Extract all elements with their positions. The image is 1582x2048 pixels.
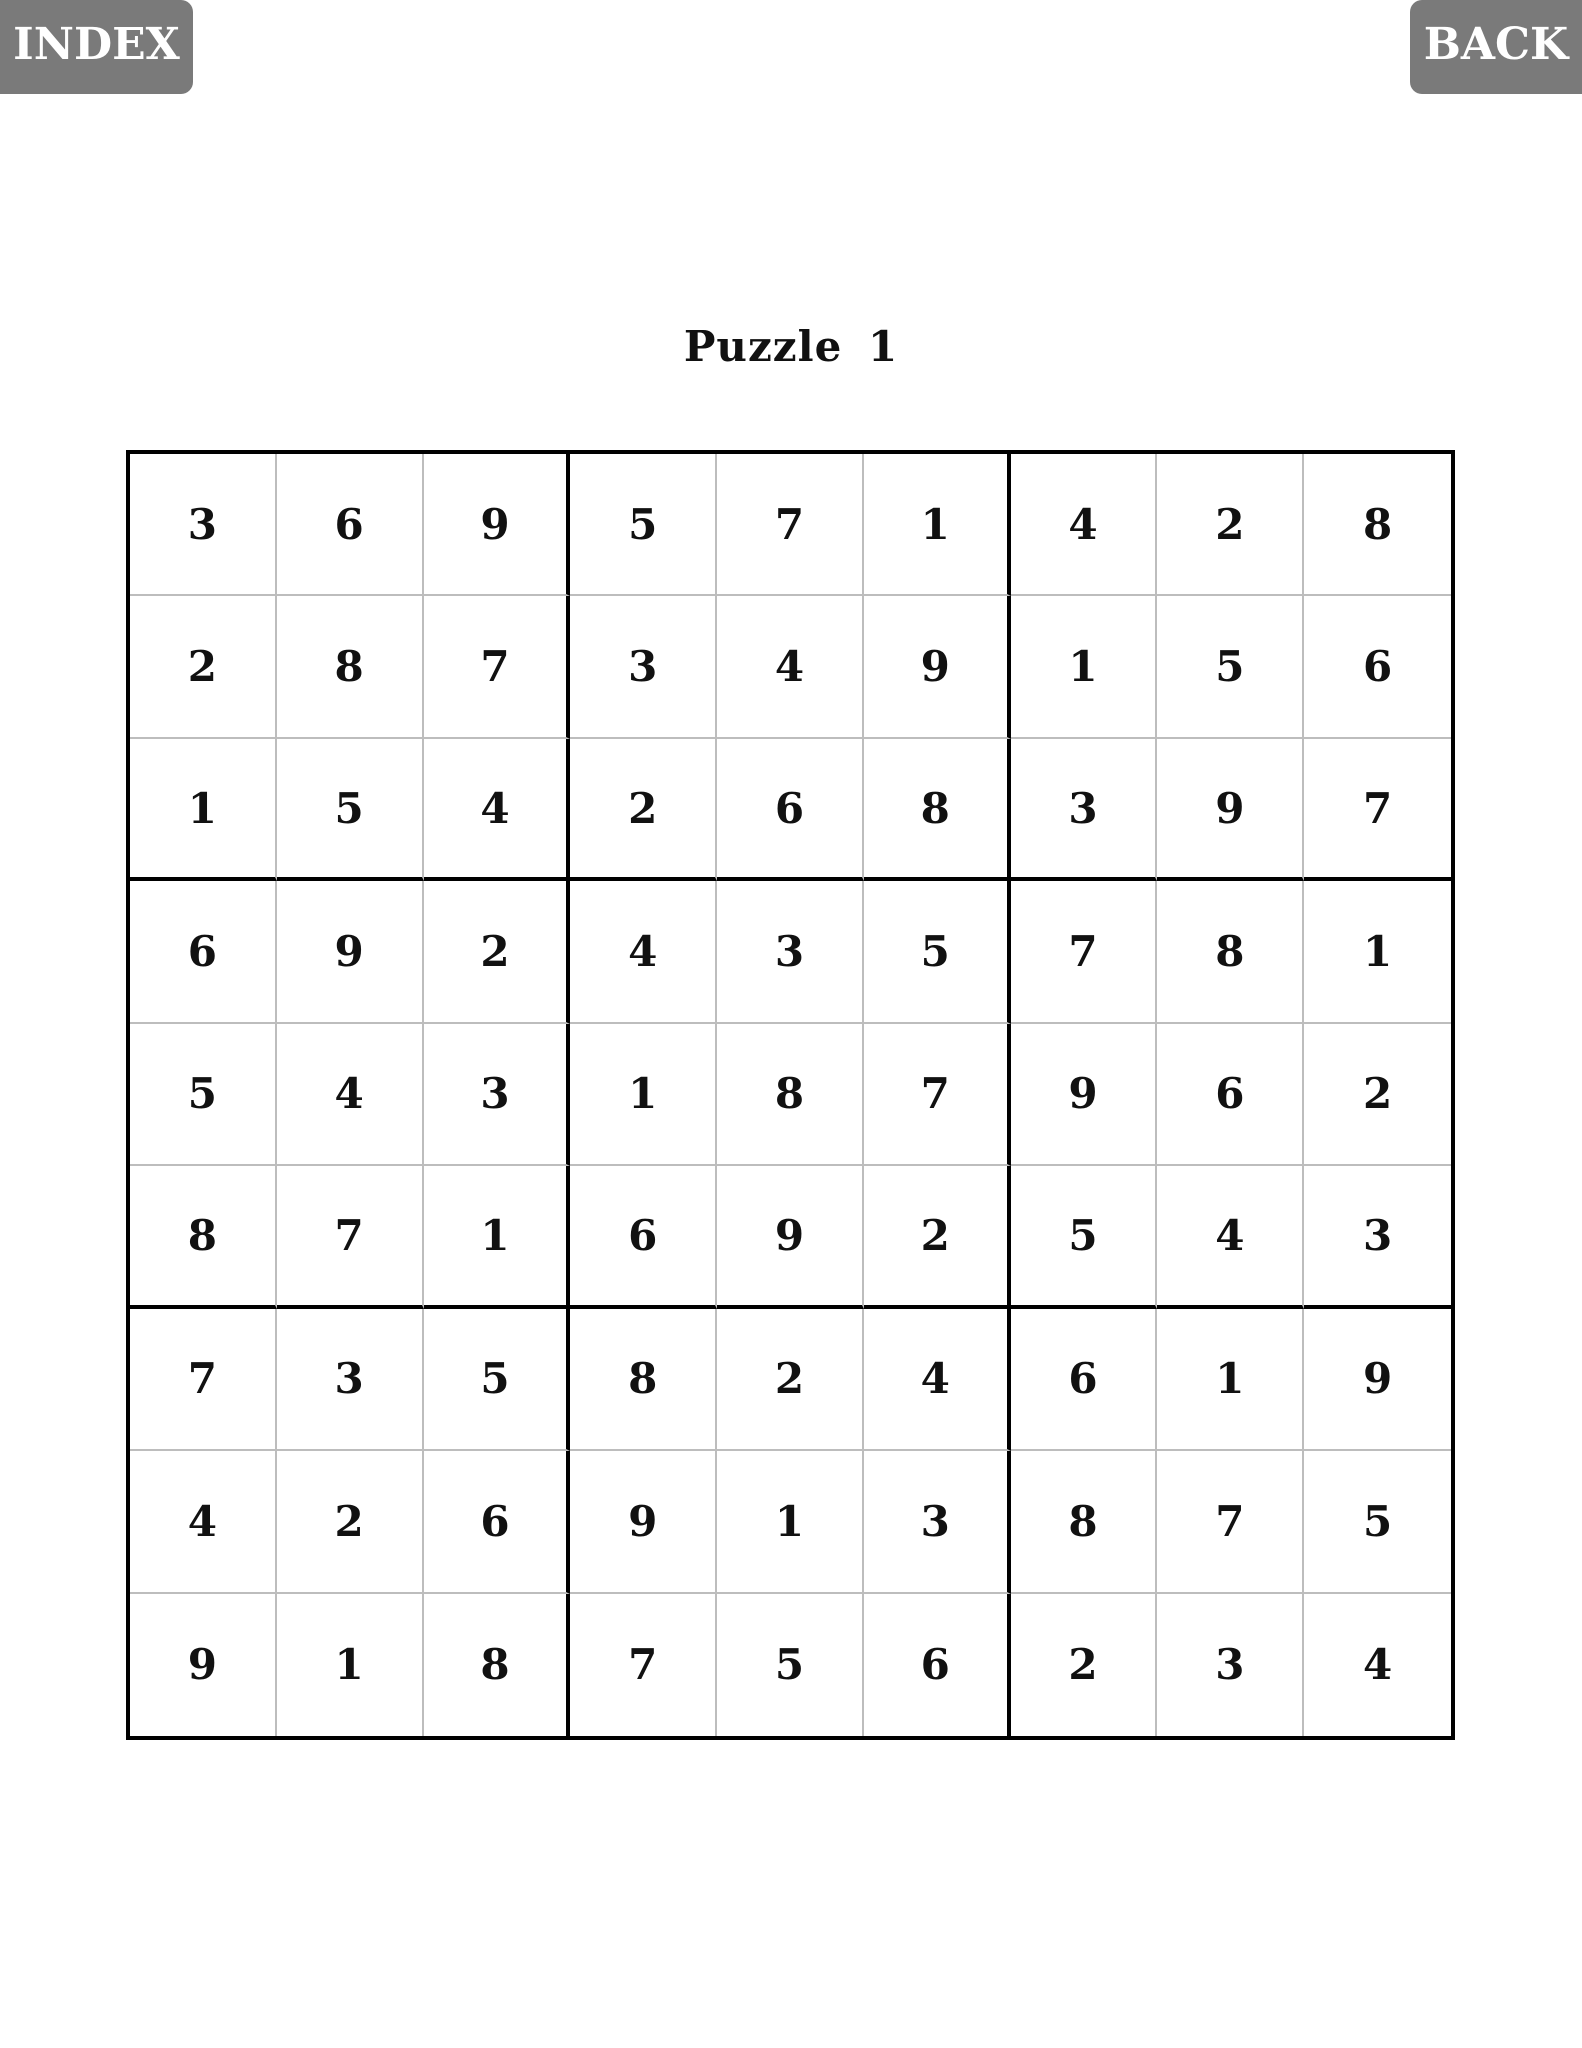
sudoku-cell[interactable]: 8 xyxy=(864,739,1011,881)
sudoku-cell[interactable]: 2 xyxy=(1157,454,1304,596)
sudoku-cell[interactable]: 3 xyxy=(1304,1166,1451,1308)
sudoku-cell[interactable]: 7 xyxy=(130,1309,277,1451)
sudoku-cell[interactable]: 6 xyxy=(1304,596,1451,738)
back-button[interactable]: BACK xyxy=(1410,0,1582,94)
sudoku-cell[interactable]: 9 xyxy=(717,1166,864,1308)
index-button[interactable]: INDEX xyxy=(0,0,193,94)
sudoku-cell[interactable]: 7 xyxy=(864,1024,1011,1166)
sudoku-cell[interactable]: 1 xyxy=(1304,881,1451,1023)
sudoku-cell[interactable]: 4 xyxy=(277,1024,424,1166)
sudoku-cell[interactable]: 9 xyxy=(1304,1309,1451,1451)
sudoku-cell[interactable]: 8 xyxy=(717,1024,864,1166)
sudoku-cell[interactable]: 3 xyxy=(1011,739,1158,881)
sudoku-cell[interactable]: 2 xyxy=(130,596,277,738)
sudoku-cell[interactable]: 2 xyxy=(864,1166,1011,1308)
sudoku-cell[interactable]: 5 xyxy=(130,1024,277,1166)
sudoku-cell[interactable]: 7 xyxy=(1157,1451,1304,1593)
sudoku-cell[interactable]: 4 xyxy=(717,596,864,738)
sudoku-cell[interactable]: 3 xyxy=(424,1024,571,1166)
sudoku-cell[interactable]: 8 xyxy=(130,1166,277,1308)
sudoku-cell[interactable]: 6 xyxy=(717,739,864,881)
sudoku-cell[interactable]: 7 xyxy=(570,1594,717,1736)
sudoku-cell[interactable]: 7 xyxy=(717,454,864,596)
sudoku-cell[interactable]: 9 xyxy=(864,596,1011,738)
sudoku-cell[interactable]: 2 xyxy=(424,881,571,1023)
sudoku-cell[interactable]: 7 xyxy=(277,1166,424,1308)
sudoku-cell[interactable]: 2 xyxy=(1304,1024,1451,1166)
sudoku-cell[interactable]: 6 xyxy=(130,881,277,1023)
sudoku-cell[interactable]: 4 xyxy=(1011,454,1158,596)
sudoku-cell[interactable]: 6 xyxy=(570,1166,717,1308)
sudoku-cell[interactable]: 2 xyxy=(570,739,717,881)
sudoku-cell[interactable]: 5 xyxy=(1304,1451,1451,1593)
sudoku-cell[interactable]: 2 xyxy=(1011,1594,1158,1736)
sudoku-cell[interactable]: 5 xyxy=(277,739,424,881)
sudoku-cell[interactable]: 1 xyxy=(717,1451,864,1593)
sudoku-cell[interactable]: 5 xyxy=(864,881,1011,1023)
sudoku-cell[interactable]: 3 xyxy=(570,596,717,738)
sudoku-cell[interactable]: 1 xyxy=(1157,1309,1304,1451)
sudoku-cell[interactable]: 1 xyxy=(570,1024,717,1166)
sudoku-cell[interactable]: 8 xyxy=(1157,881,1304,1023)
puzzle-title: Puzzle 1 xyxy=(683,322,899,371)
sudoku-cell[interactable]: 2 xyxy=(277,1451,424,1593)
sudoku-cell[interactable]: 8 xyxy=(277,596,424,738)
sudoku-cell[interactable]: 6 xyxy=(424,1451,571,1593)
sudoku-cell[interactable]: 6 xyxy=(277,454,424,596)
sudoku-cell[interactable]: 5 xyxy=(1011,1166,1158,1308)
sudoku-cell[interactable]: 7 xyxy=(1011,881,1158,1023)
sudoku-cell[interactable]: 9 xyxy=(1157,739,1304,881)
sudoku-cell[interactable]: 9 xyxy=(1011,1024,1158,1166)
sudoku-cell[interactable]: 5 xyxy=(717,1594,864,1736)
sudoku-cell[interactable]: 9 xyxy=(130,1594,277,1736)
sudoku-cell[interactable]: 3 xyxy=(277,1309,424,1451)
sudoku-cell[interactable]: 2 xyxy=(717,1309,864,1451)
sudoku-cell[interactable]: 4 xyxy=(130,1451,277,1593)
sudoku-cell[interactable]: 1 xyxy=(424,1166,571,1308)
sudoku-cell[interactable]: 6 xyxy=(1157,1024,1304,1166)
sudoku-cell[interactable]: 9 xyxy=(570,1451,717,1593)
sudoku-cell[interactable]: 8 xyxy=(1304,454,1451,596)
sudoku-cell[interactable]: 8 xyxy=(1011,1451,1158,1593)
sudoku-cell[interactable]: 6 xyxy=(864,1594,1011,1736)
sudoku-cell[interactable]: 7 xyxy=(424,596,571,738)
sudoku-cell[interactable]: 1 xyxy=(277,1594,424,1736)
sudoku-cell[interactable]: 4 xyxy=(570,881,717,1023)
sudoku-cell[interactable]: 6 xyxy=(1011,1309,1158,1451)
sudoku-cell[interactable]: 4 xyxy=(424,739,571,881)
sudoku-cell[interactable]: 1 xyxy=(130,739,277,881)
sudoku-cell[interactable]: 5 xyxy=(424,1309,571,1451)
sudoku-cell[interactable]: 5 xyxy=(1157,596,1304,738)
sudoku-cell[interactable]: 3 xyxy=(717,881,864,1023)
sudoku-cell[interactable]: 1 xyxy=(1011,596,1158,738)
sudoku-cell[interactable]: 8 xyxy=(570,1309,717,1451)
sudoku-cell[interactable]: 3 xyxy=(1157,1594,1304,1736)
sudoku-board xyxy=(126,450,1455,1740)
sudoku-cell[interactable]: 5 xyxy=(570,454,717,596)
sudoku-cell[interactable]: 3 xyxy=(130,454,277,596)
sudoku-cell[interactable]: 1 xyxy=(864,454,1011,596)
sudoku-cell[interactable]: 9 xyxy=(424,454,571,596)
sudoku-cell[interactable]: 4 xyxy=(864,1309,1011,1451)
sudoku-cell[interactable]: 9 xyxy=(277,881,424,1023)
sudoku-cell[interactable]: 4 xyxy=(1362,1640,1393,1690)
sudoku-cell[interactable]: 3 xyxy=(864,1451,1011,1593)
sudoku-cell[interactable]: 8 xyxy=(424,1594,571,1736)
sudoku-cell[interactable]: 4 xyxy=(1157,1166,1304,1308)
sudoku-cell[interactable]: 7 xyxy=(1304,739,1451,881)
